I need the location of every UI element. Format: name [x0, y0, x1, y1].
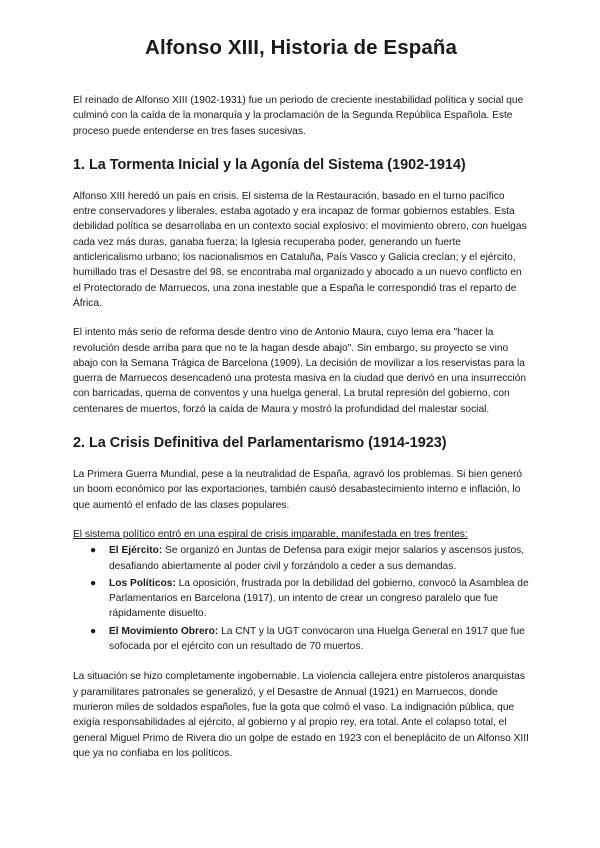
- list-item-text: Se organizó en Juntas de Defensa para exigir mejor salarios y ascensos justos, desafiando abiertamente al poder civil y forzándolo a ceder a sus demandas.: [109, 545, 525, 572]
- section-1-paragraph-1: Alfonso XIII heredó un país en crisis. El sistema de la Restauración, basado en el turno pacífico entre conservadores y liberales, estaba agotado y era incapaz de formar gobiernos estables. Esta debilidad política se desarrollaba en un contexto social explosivo: el movimiento obrero, con huelgas cada vez más duras, ganaba fuerza; la Iglesia recuperaba poder, generando un fuerte anticlericalismo urbano; los nacionalismos en Cataluña, País Vasco y Galicia crecían; y el ejército, humillado tras el Desastre del 98, se encontraba mal organizado y abocado a un nuevo conflicto en el Protectorado de Marruecos, una zona inestable que a España le correspondió tras el reparto de África.: [73, 190, 527, 309]
- section-1-heading: 1. La Tormenta Inicial y la Agonía del Sistema (1902-1914): [73, 156, 466, 173]
- bullet-icon: ●: [90, 625, 97, 637]
- intro-paragraph: El reinado de Alfonso XIII (1902-1931) fue un periodo de creciente inestabilidad política y social que culminó con la caída de la monarquía y la proclamación de la Segunda República Española. Este proceso puede entenderse en tres fases sucesivas.: [73, 95, 524, 137]
- list-item: [73, 543, 529, 574]
- section-2-heading: 2. La Crisis Definitiva del Parlamentarismo (1914-1923): [73, 435, 447, 452]
- section-2-list-intro: El sistema político entró en una espiral de crisis imparable, manifestada en tres frentes:: [73, 528, 468, 540]
- list-item-term: El Ejército:: [109, 545, 163, 557]
- list-item: [73, 624, 529, 655]
- bullet-icon: ●: [90, 577, 97, 589]
- list-item: [73, 576, 529, 622]
- section-1-paragraph-2: El intento más serio de reforma desde dentro vino de Antonio Maura, cuyo lema era "hacer la revolución desde arriba para que no te la hagan desde abajo". Sin embargo, su proyecto se vino abajo con la Semana Trágica de Barcelona (1909). La decisión de movilizar a los reservistas para la guerra de Marruecos desencadenó una protesta masiva en la ciudad que derivó en una insurrección con barricadas, quema de conventos y una huelga general. La brutal represión del gobierno, con centenares de muertos, forzó la caída de Maura y mostró la profundidad del malestar social.: [73, 327, 527, 415]
- section-2-paragraph-2: La situación se hizo completamente ingobernable. La violencia callejera entre pistoleros anarquistas y paramilitares patronales se generalizó, y el Desastre de Annual (1921) en Marruecos, donde murieron miles de soldados españoles, fue la gota que colmó el vaso. La indignación pública, que exigía responsabilidades al ejército, al gobierno y al propio rey, era total. Ante el colapso total, el general Miguel Primo de Rivera dio un golpe de estado en 1923 con el beneplácito de un Alfonso XIII que ya no confiaba en los políticos.: [73, 671, 529, 759]
- crisis-fronts-list: [73, 543, 529, 654]
- section-2-paragraph-1: La Primera Guerra Mundial, pese a la neutralidad de España, agravó los problemas. Si bien generó un boom económico por las exportaciones, también causó desabastecimiento interno e inflación, lo que aumentó el enfado de las clases populares.: [73, 469, 523, 511]
- list-item-term: El Movimiento Obrero:: [109, 625, 219, 637]
- list-item-term: Los Políticos:: [109, 577, 176, 589]
- document-page: [73, 36, 529, 775]
- list-item-text: La CNT y la UGT convocaron una Huelga General en 1917 que fue sofocada por el ejército con un resultado de 70 muertos.: [109, 625, 525, 653]
- page-title: Alfonso XIII, Historia de España: [145, 36, 457, 59]
- list-item-text: La oposición, frustrada por la debilidad del gobierno, convocó la Asamblea de Parlamentarios en Barcelona (1917), un intento de crear un congreso paralelo que fue rápidamente disuelto.: [109, 577, 529, 620]
- bullet-icon: ●: [90, 545, 97, 557]
